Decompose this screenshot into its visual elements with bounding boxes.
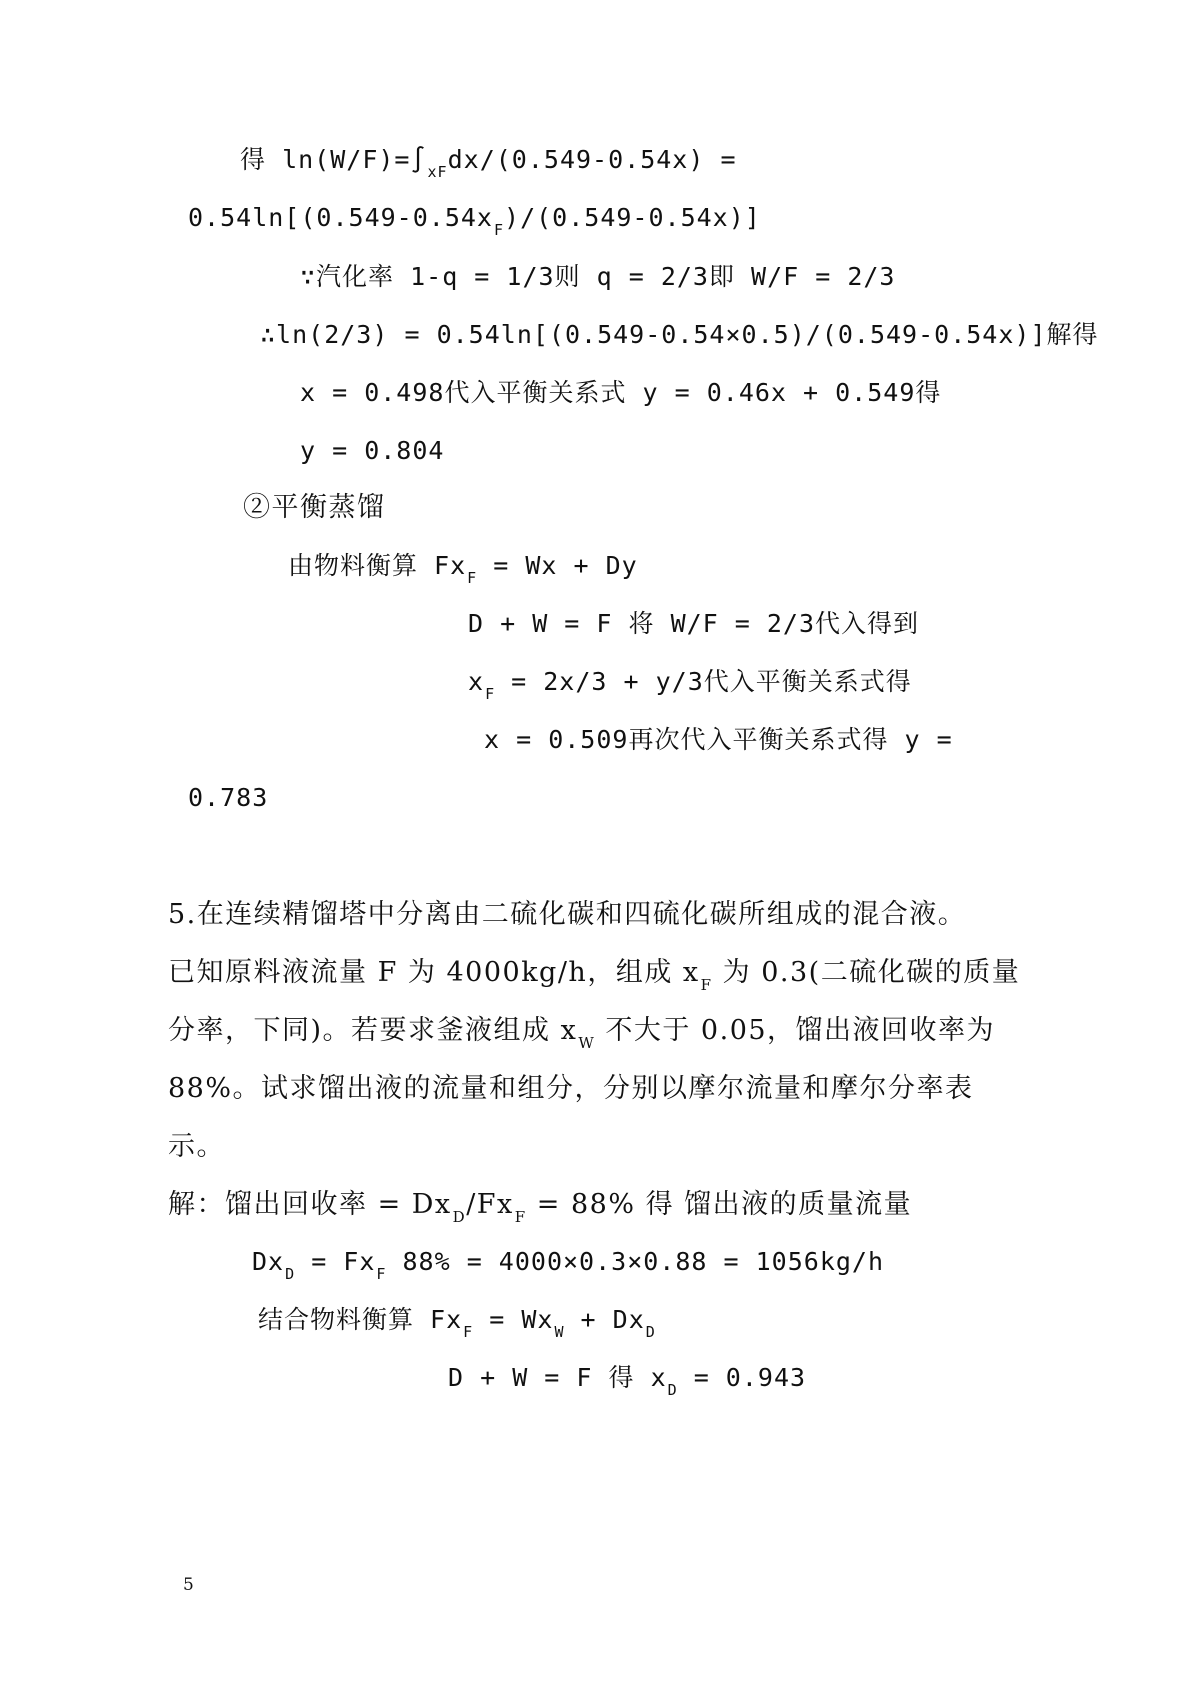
text-run: = Fx	[295, 1247, 376, 1276]
subscript: F	[376, 1265, 387, 1283]
text-line	[168, 901, 966, 928]
text-run: 0.783	[188, 783, 269, 812]
text-run: y = 0.804	[300, 436, 445, 465]
text-line	[300, 264, 896, 289]
text-run: = 0.943	[677, 1363, 807, 1392]
text-run: 不大于 0.05，馏出液回收率为	[595, 1015, 996, 1046]
subscript: D	[667, 1381, 678, 1399]
subscript: F	[514, 1208, 527, 1226]
subscript: F	[467, 569, 478, 587]
text-line	[300, 438, 444, 463]
text-run: Dx	[252, 1247, 285, 1276]
text-line	[260, 322, 1099, 347]
text-run: 为 0.3(二硫化碳的质量	[712, 957, 1021, 988]
text-run: ②平衡蒸馏	[243, 492, 386, 523]
text-run: )/(0.549-0.54x)]	[504, 203, 761, 232]
subscript: F	[700, 976, 713, 994]
page-number: 5	[183, 1575, 194, 1595]
text-run: ln(W/F)=∫	[266, 145, 427, 174]
text-run: 由物料衡算 Fx	[288, 551, 467, 580]
text-line	[168, 1015, 996, 1052]
text-run: 0.54ln[(0.549-0.54x	[188, 203, 493, 232]
text-line	[168, 1189, 913, 1226]
subscript: F	[463, 1323, 474, 1341]
text-run: 解：馏出回收率 = Dx	[168, 1189, 452, 1220]
text-line	[252, 1247, 885, 1283]
subscript: W	[578, 1034, 596, 1052]
text-run: D + W = F 将 W/F = 2/3代入得到	[468, 609, 920, 638]
text-run: x = 0.498代入平衡关系式 y = 0.46x + 0.549得	[300, 378, 942, 407]
text-run: ∴ln(2/3) = 0.54ln[(0.549-0.54×0.5)/(0.549-0.54x)]解得	[260, 320, 1099, 349]
text-run: x = 0.509再次代入平衡关系式得 y =	[484, 725, 953, 754]
text-line	[188, 785, 268, 810]
subscript: D	[285, 1265, 296, 1283]
text-run: dx/(0.549-0.54x)	[447, 145, 705, 174]
text-run: 已知原料液流量 F 为 4000kg/h，组成 x	[168, 957, 700, 988]
text-run: 结合物料衡算 Fx	[258, 1305, 463, 1334]
text-run: 示。	[168, 1131, 225, 1162]
text-line	[168, 957, 1021, 994]
text-run: /Fx	[466, 1189, 514, 1220]
subscript: F	[485, 685, 496, 703]
text-run: =	[704, 145, 737, 174]
text-run: 88% = 4000×0.3×0.88 = 1056kg/h	[386, 1247, 885, 1276]
text-line	[300, 380, 941, 405]
text-run: 得	[240, 145, 267, 174]
text-run: x	[468, 667, 485, 696]
subscript: D	[645, 1323, 656, 1341]
text-line	[448, 1363, 807, 1399]
subscript: F	[493, 221, 505, 239]
subscript: D	[452, 1208, 467, 1226]
text-line	[288, 551, 638, 587]
text-run: 88%。试求馏出液的流量和组分，分别以摩尔流量和摩尔分率表	[168, 1073, 974, 1104]
text-run: = Wx	[473, 1305, 554, 1334]
text-line	[258, 1305, 656, 1341]
text-line	[168, 1075, 974, 1102]
text-run: + Dx	[564, 1305, 645, 1334]
text-line	[188, 203, 761, 239]
text-run: ∵汽化率 1-q = 1/3则 q = 2/3即 W/F = 2/3	[300, 262, 896, 291]
text-run: = 2x/3 + y/3代入平衡关系式得	[495, 667, 912, 696]
text-run: 分率，下同)。若要求釜液组成 x	[168, 1015, 578, 1046]
text-run: D + W = F 得 x	[448, 1363, 667, 1392]
text-line	[168, 1133, 225, 1160]
text-run: 5.在连续精馏塔中分离由二硫化碳和四硫化碳所组成的混合液。	[168, 899, 967, 930]
text-line	[484, 727, 953, 752]
text-run: = 88% 得 馏出液的质量流量	[526, 1189, 913, 1220]
subscript: xF	[427, 163, 448, 181]
text-line	[468, 667, 912, 703]
text-line	[240, 145, 737, 181]
subscript: W	[554, 1323, 565, 1341]
text-line	[468, 611, 919, 636]
text-line	[243, 494, 386, 521]
text-run: = Wx + Dy	[477, 551, 638, 580]
